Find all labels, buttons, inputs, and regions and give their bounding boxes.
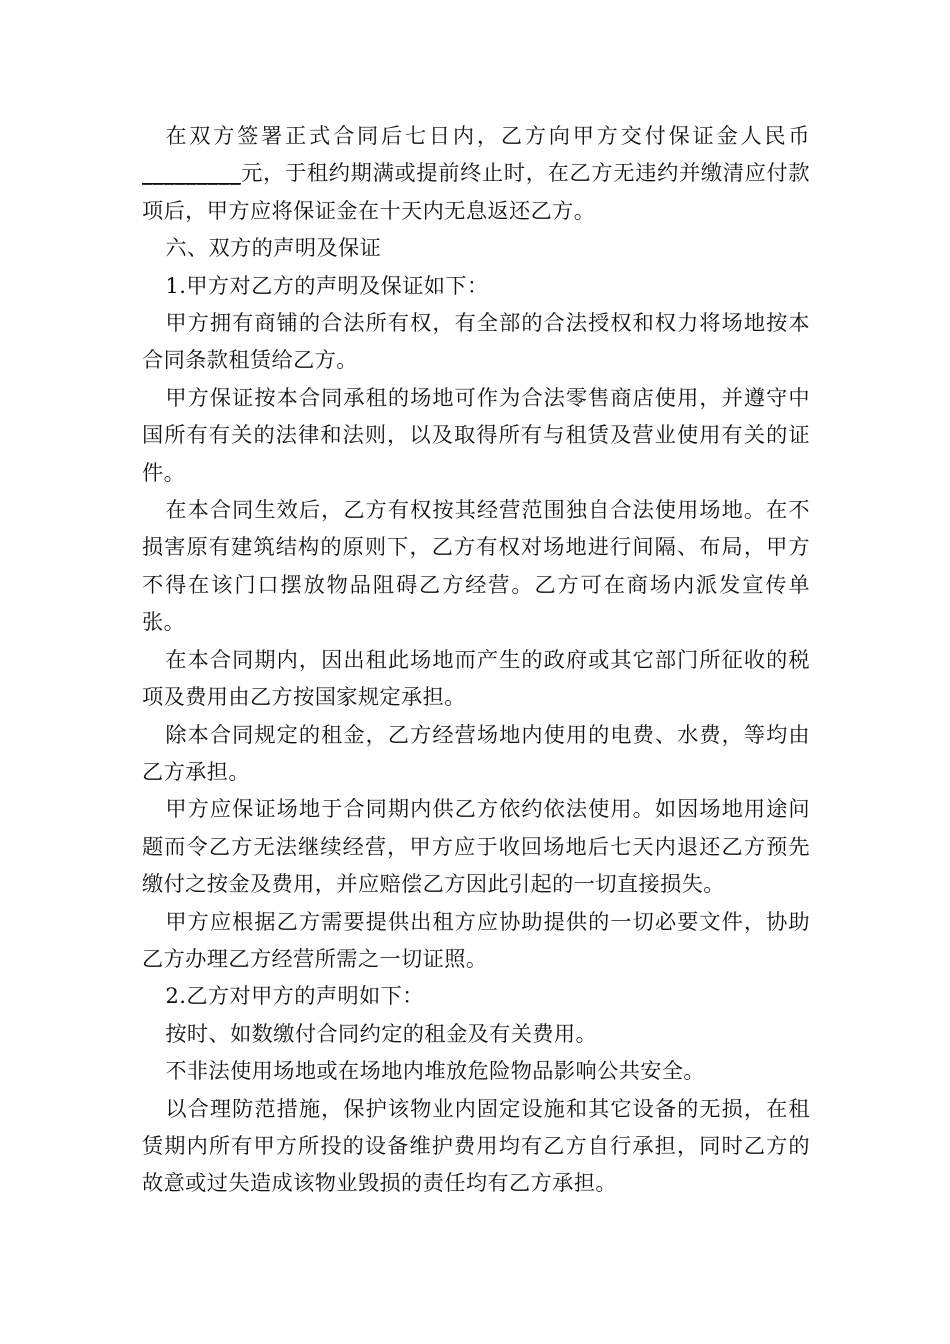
deposit-amount-blank: _________ [142, 160, 241, 186]
paragraph-guarantee: 甲方应保证场地于合同期内供乙方依约依法使用。如因场地用途问题而令乙方无法继续经营，甲方应于收回场地后七天内退还乙方预先缴付之按金及费用，并应赔偿乙方因此引起的一切直接损失。 [142, 796, 810, 897]
paragraph-safety: 不非法使用场地或在场地内堆放危险物品影响公共安全。 [165, 1058, 706, 1084]
paragraph-deposit-tail: 元，于租约期满或提前终止时，在乙方无违约并缴清应付款项后，甲方应将保证金在十天内无息返还乙方。 [142, 160, 810, 223]
paragraph-taxes: 在本合同期内，因出租此场地而产生的政府或其它部门所征收的税项及费用由乙方按国家规定承担。 [142, 646, 810, 710]
paragraph-documents: 甲方应根据乙方需要提供出租方应协助提供的一切必要文件，协助乙方办理乙方经营所需之一切证照。 [142, 908, 810, 971]
paragraph-deposit [142, 117, 810, 229]
paragraph-deposit-lead: 在双方签署正式合同后七日内，乙方向甲方交付保证金人民币 [165, 123, 810, 148]
document-page [142, 117, 810, 1202]
paragraph-utilities: 除本合同规定的租金，乙方经营场地内使用的电费、水费，等均由乙方承担。 [142, 721, 810, 784]
paragraph-maintenance: 以合理防范措施，保护该物业内固定设施和其它设备的无损，在租赁期内所有甲方所投的设备维护费用均有乙方自行承担，同时乙方的故意或过失造成该物业毁损的责任均有乙方承担。 [142, 1095, 810, 1196]
paragraph-usage-rights: 在本合同生效后，乙方有权按其经营范围独自合法使用场地。在不损害原有建筑结构的原则下，乙方有权对场地进行间隔、布局，甲方不得在该门口摆放物品阻碍乙方经营。乙方可在商场内派发宣传单张。 [142, 497, 810, 635]
subheading-party-a: 1.甲方对乙方的声明及保证如下： [165, 272, 489, 298]
paragraph-ownership: 甲方拥有商铺的合法所有权，有全部的合法授权和权力将场地按本合同条款租赁给乙方。 [142, 310, 810, 373]
paragraph-payment: 按时、如数缴付合同约定的租金及有关费用。 [165, 1020, 598, 1046]
subheading-party-b: 2.乙方对甲方的声明如下： [165, 983, 424, 1009]
section-heading-declarations: 六、双方的声明及保证 [165, 235, 382, 261]
paragraph-legal-use: 甲方保证按本合同承租的场地可作为合法零售商店使用，并遵守中国所有有关的法律和法则，以及取得所有与租赁及营业使用有关的证件。 [142, 384, 810, 485]
